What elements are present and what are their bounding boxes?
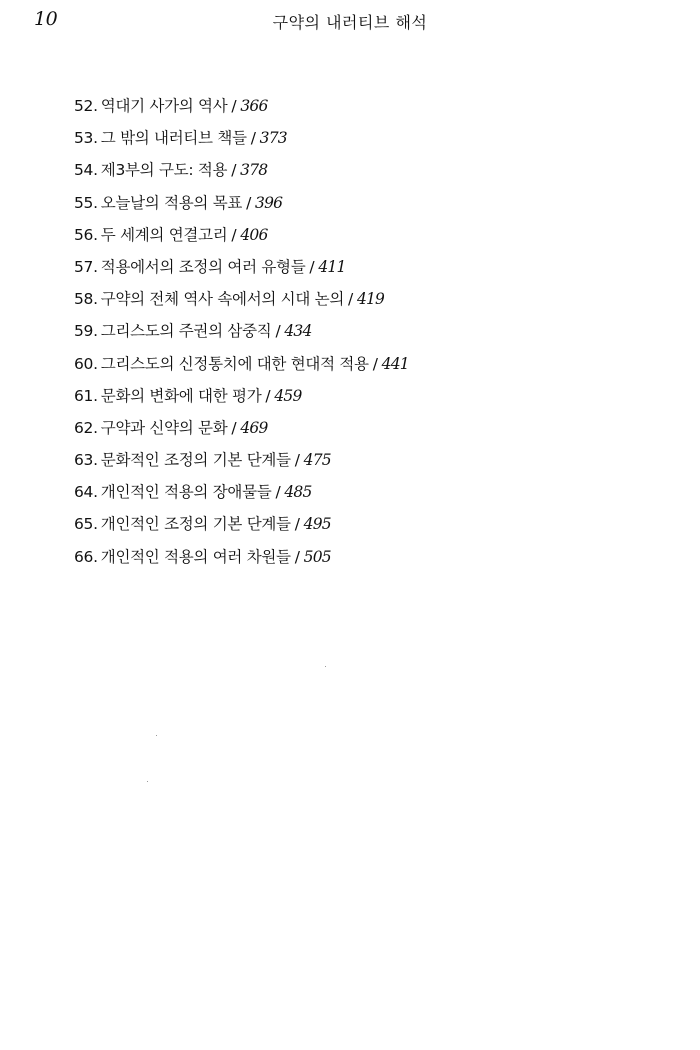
- toc-entry: [74, 480, 409, 512]
- toc-entry: [74, 448, 409, 480]
- toc-entry-separator: /: [294, 515, 300, 534]
- toc-entry-page: 378: [240, 161, 268, 180]
- toc-entry: [74, 158, 409, 190]
- toc-entry-title: 그리스도의 신정통치에 대한 현대적 적용: [100, 354, 369, 373]
- toc-entry-separator: /: [372, 354, 378, 373]
- toc-entry-separator: /: [231, 161, 237, 180]
- toc-entry-page: 441: [381, 354, 409, 373]
- toc-entry: [74, 384, 409, 416]
- toc-entry: [74, 126, 409, 158]
- toc-entry: [74, 287, 409, 319]
- toc-entry-page: 419: [356, 290, 385, 309]
- toc-entry-title: 그 밖의 내러티브 책들: [100, 129, 247, 148]
- toc-entry-title: 적용에서의 조정의 여러 유형들: [100, 257, 306, 276]
- toc-entry-page: 434: [284, 322, 312, 341]
- toc-entry-page: 469: [240, 418, 268, 437]
- toc-entry: [74, 191, 409, 223]
- toc-entry-title: 구약과 신약의 문화: [100, 418, 228, 437]
- toc-entry: [74, 94, 409, 126]
- toc-entry-separator: /: [348, 290, 353, 309]
- toc-entry-separator: /: [294, 547, 300, 566]
- toc-entry-separator: /: [265, 386, 271, 405]
- toc-entry-page: 396: [255, 193, 283, 212]
- toc-entry: [74, 255, 409, 287]
- toc-entry-number: 61.: [74, 386, 98, 405]
- toc-entry-page: 495: [303, 515, 331, 534]
- toc-entry-separator: /: [309, 257, 315, 276]
- toc-entry-page: 373: [259, 129, 287, 148]
- toc-entry-page: 366: [240, 97, 268, 115]
- toc-entry-separator: /: [246, 193, 252, 212]
- toc-entry-number: 66.: [74, 547, 98, 566]
- toc-entry-number: 56.: [74, 225, 98, 244]
- toc-entry: [74, 545, 409, 577]
- table-of-contents: [74, 94, 409, 577]
- running-header: 구약의 내러티브 해석: [272, 13, 428, 32]
- toc-entry-title: 개인적인 적용의 여러 차원들: [100, 547, 291, 566]
- toc-entry-title: 그리스도의 주권의 삼중직: [100, 322, 272, 341]
- toc-entry-title: 구약의 전체 역사 속에서의 시대 논의: [100, 290, 344, 309]
- toc-entry-title: 역대기 사가의 역사: [100, 97, 228, 115]
- toc-entry-page: 459: [274, 386, 302, 405]
- scan-speck: [156, 735, 157, 736]
- toc-entry-page: 406: [240, 225, 268, 244]
- toc-entry-separator: /: [231, 225, 237, 244]
- toc-entry-number: 63.: [74, 451, 98, 470]
- toc-entry-title: 오늘날의 적용의 목표: [100, 193, 243, 212]
- toc-entry-title: 제3부의 구도: 적용: [100, 161, 228, 180]
- toc-entry-number: 62.: [74, 418, 98, 437]
- toc-entry-separator: /: [231, 97, 237, 115]
- toc-entry-title: 개인적인 조정의 기본 단계들: [100, 515, 291, 534]
- toc-entry-number: 54.: [74, 161, 98, 180]
- toc-entry-page: 411: [318, 257, 346, 276]
- toc-entry-separator: /: [294, 451, 300, 470]
- toc-entry: [74, 416, 409, 448]
- toc-entry-number: 55.: [74, 193, 98, 212]
- toc-entry-title: 문화적인 조정의 기본 단계들: [100, 451, 291, 470]
- toc-entry-title: 두 세계의 연결고리: [100, 225, 228, 244]
- toc-entry: [74, 352, 409, 384]
- toc-entry-title: 개인적인 적용의 장애물들: [100, 483, 272, 502]
- toc-entry-page: 475: [303, 451, 331, 470]
- toc-entry-number: 58.: [74, 290, 98, 309]
- toc-entry: [74, 319, 409, 351]
- toc-entry-separator: /: [275, 483, 281, 502]
- toc-entry-separator: /: [250, 129, 256, 148]
- toc-entry-number: 53.: [74, 129, 98, 148]
- toc-entry-number: 64.: [74, 483, 98, 502]
- toc-entry-number: 52.: [74, 97, 98, 115]
- page-number: 10: [34, 8, 58, 30]
- toc-entry-separator: /: [231, 418, 237, 437]
- toc-entry: [74, 512, 409, 544]
- scan-speck: [147, 781, 148, 782]
- toc-entry-page: 485: [284, 483, 312, 502]
- scan-speck: [325, 666, 326, 667]
- toc-entry-number: 59.: [74, 322, 98, 341]
- toc-entry-number: 60.: [74, 354, 98, 373]
- toc-entry-page: 505: [303, 547, 331, 566]
- toc-entry-number: 65.: [74, 515, 98, 534]
- toc-entry-separator: /: [275, 322, 281, 341]
- toc-entry-number: 57.: [74, 257, 98, 276]
- toc-entry-title: 문화의 변화에 대한 평가: [100, 386, 262, 405]
- toc-entry: [74, 223, 409, 255]
